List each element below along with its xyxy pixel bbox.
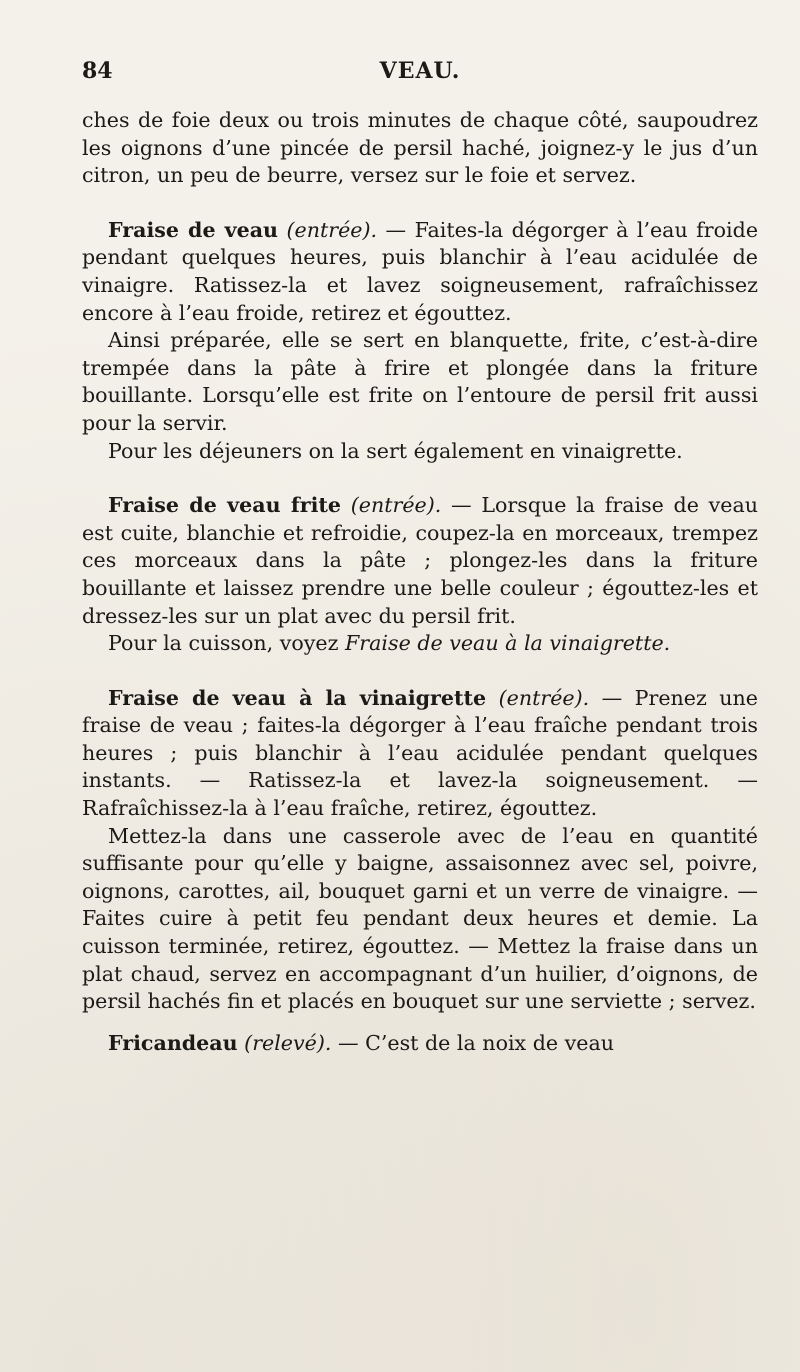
entry-text: — Prenez une fraise de veau ; faites-la dégorger à l’eau fraîche pendant trois heures ; puis blanchir à l’eau acidulée pendant quelques instants. — Ratissez-la et lavez-la soigneusement. — Rafraîchissez-la à l’eau fraîche, retirez, égouttez. xyxy=(82,685,758,821)
paragraph-gap xyxy=(82,658,758,685)
entry-text: — Faites-la dégorger à l’eau froide pendant quelques heures, puis blanchir à l’eau acidulée de vinaigre. Ratissez-la et lavez soigneusement, rafraîchissez encore à l’eau froide, retirez et égouttez. xyxy=(82,217,759,325)
paragraph-text: ches de foie deux ou trois minutes de chaque côté, saupoudrez les oignons d’une pincée de persil haché, joignez-y le jus d’un citron, un peu de beurre, versez sur le foie et servez. xyxy=(82,108,758,188)
paragraph-text: Mettez-la dans une casserole avec de l’eau en quantité suffisante pour qu’elle y baigne, assaisonnez avec sel, poivre, oignons, carottes, ail, bouquet garni et un verre de vinaigre. — Faites cuire à petit feu pendant deux heures et demie. La cuisson terminée, retirez, égouttez. — Mettez la fraise dans un plat chaud, servez en accompagnant d’un huilier, d’oignons, de persil hachés fin et placés en bouquet sur une serviette ; servez. xyxy=(82,823,758,1014)
entry-text: — Lorsque la fraise de veau est cuite, blanchie et refroidie, coupez-la en morceaux, trempez ces morceaux dans la pâte ; plongez-les dans la friture bouillante et laissez prendre une belle couleur ; égouttez-les et dressez-les sur un plat avec du persil frit. xyxy=(82,493,758,628)
entry-kind: (entrée). xyxy=(350,493,442,518)
entry-fraise-de-veau xyxy=(82,217,758,327)
page-header xyxy=(82,58,758,92)
paragraph-gap xyxy=(82,465,758,492)
paragraph-text: Pour les déjeuners on la sert également en vinaigrette. xyxy=(108,438,683,463)
running-head: VEAU. xyxy=(379,58,461,84)
entry-text: — C’est de la noix de veau xyxy=(331,1030,614,1055)
entry-fricandeau xyxy=(82,1030,758,1058)
cross-reference-paragraph xyxy=(82,630,758,658)
page-body xyxy=(82,107,758,1057)
paragraph-gap xyxy=(82,190,758,217)
entry-kind: (relevé). xyxy=(244,1030,332,1055)
entry-kind: (entrée). xyxy=(286,217,378,242)
paragraph-continuation xyxy=(82,107,758,190)
entry-kind: (entrée). xyxy=(498,685,590,710)
page-number: 84 xyxy=(82,58,113,84)
cross-reference-lead: Pour la cuisson, voyez xyxy=(108,631,346,656)
paragraph xyxy=(82,438,758,466)
entry-fraise-de-veau-frite xyxy=(82,492,758,630)
paragraph-gap xyxy=(82,1016,758,1030)
entry-fraise-de-veau-vinaigrette xyxy=(82,685,758,823)
cross-reference: Fraise de veau à la vinaigrette. xyxy=(345,631,671,656)
entry-title: Fricandeau xyxy=(108,1030,238,1055)
entry-title: Fraise de veau xyxy=(108,217,279,242)
entry-title: Fraise de veau frite xyxy=(108,493,342,518)
paragraph xyxy=(82,327,758,437)
entry-title: Fraise de veau à la vinaigrette xyxy=(108,685,487,710)
paragraph-text: Ainsi préparée, elle se sert en blanquette, frite, c’est-à-dire trempée dans la pâte à frire et plongée dans la friture bouillante. Lorsqu’elle est frite on l’entoure de persil frit aussi pour la servir. xyxy=(82,328,758,435)
paragraph xyxy=(82,823,758,1016)
